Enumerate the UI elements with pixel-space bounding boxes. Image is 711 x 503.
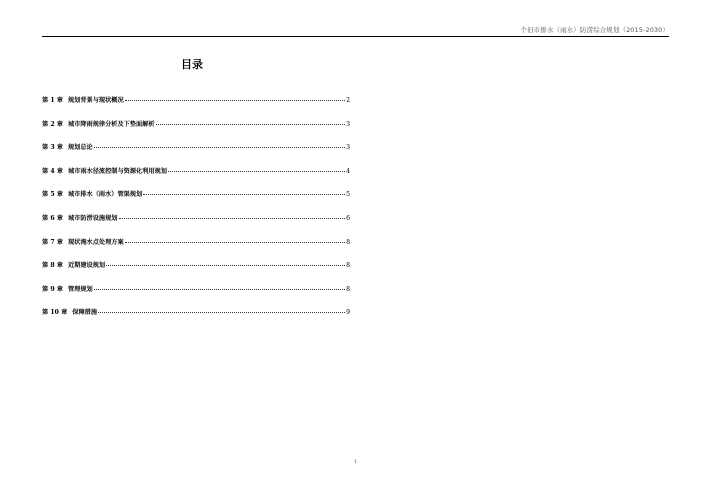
toc-leader-dots	[98, 312, 345, 313]
toc-entry-number: 第 10 章	[42, 309, 68, 317]
toc-entry-page: 3	[346, 120, 350, 128]
toc-entry[interactable]	[42, 260, 350, 284]
toc-entry-title: 城市雨水径流控制与资源化利用规划	[68, 167, 167, 175]
toc-leader-dots	[119, 218, 346, 219]
toc-entry[interactable]	[42, 189, 350, 213]
toc-leader-dots	[156, 124, 345, 125]
toc-entry-number: 第 4 章	[42, 167, 63, 175]
toc-entry-number: 第 9 章	[42, 285, 63, 293]
toc-entry-page: 8	[346, 285, 350, 293]
toc-leader-dots	[143, 194, 345, 195]
toc-entry-page: 8	[346, 262, 350, 270]
toc-entry[interactable]	[42, 237, 350, 261]
toc-entry-title: 现状淹水点处理方案	[68, 238, 124, 246]
header-divider	[42, 36, 669, 37]
toc-entry-number: 第 1 章	[42, 97, 63, 104]
toc-entry-title: 管理规划	[68, 285, 93, 293]
toc-entry-page: 9	[346, 309, 350, 317]
toc-entry[interactable]	[42, 166, 350, 190]
toc-entry-title: 规划背景与现状概况	[68, 97, 124, 104]
toc-entry[interactable]	[42, 213, 350, 237]
toc-entry-page: 3	[346, 144, 350, 152]
toc-entry-title: 规划总论	[68, 144, 93, 152]
toc-leader-dots	[168, 171, 345, 172]
toc-list	[42, 95, 350, 331]
toc-entry[interactable]	[42, 95, 350, 119]
running-header: 个旧市排水（雨水）防涝综合规划（2015-2030）	[520, 26, 669, 34]
toc-entry-number: 第 6 章	[42, 214, 63, 222]
toc-entry-page: 8	[346, 238, 350, 246]
toc-entry[interactable]	[42, 142, 350, 166]
toc-entry-page: 5	[346, 191, 350, 199]
toc-entry-page: 2	[346, 97, 350, 104]
toc-entry-title: 近期建设规划	[68, 262, 106, 270]
toc-entry-title: 城市降雨规律分析及下垫面解析	[68, 120, 155, 128]
toc-leader-dots	[125, 100, 345, 101]
toc-leader-dots	[125, 242, 345, 243]
page-number: 1	[354, 460, 357, 465]
toc-leader-dots	[94, 289, 345, 290]
toc-leader-dots	[106, 265, 345, 266]
toc-entry-number: 第 8 章	[42, 262, 63, 270]
toc-entry[interactable]	[42, 307, 350, 331]
toc-entry-number: 第 3 章	[42, 144, 63, 152]
toc-entry-number: 第 2 章	[42, 120, 63, 128]
toc-entry-title: 城市防涝设施规划	[68, 214, 118, 222]
toc-entry[interactable]	[42, 284, 350, 308]
toc-leader-dots	[94, 147, 345, 148]
toc-entry[interactable]	[42, 119, 350, 143]
toc-title: 目录	[181, 58, 203, 71]
toc-entry-page: 6	[346, 214, 350, 222]
toc-entry-title: 保障措施	[72, 309, 98, 317]
toc-entry-page: 4	[346, 167, 350, 175]
toc-entry-number: 第 5 章	[42, 191, 63, 199]
toc-entry-title: 城市排水（雨水）管渠规划	[68, 191, 143, 199]
toc-entry-number: 第 7 章	[42, 238, 63, 246]
